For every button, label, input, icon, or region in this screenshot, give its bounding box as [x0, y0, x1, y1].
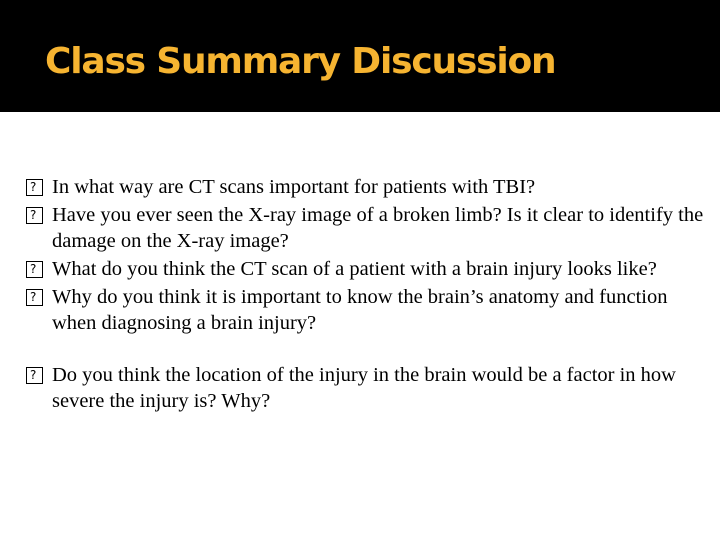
bullet-item [26, 284, 716, 336]
bullet-item [26, 362, 716, 414]
missing-glyph-box-icon [26, 289, 43, 306]
bullet-text: Have you ever seen the X-ray image of a broken limb? Is it clear to identify the damage on the X-ray image? [52, 204, 704, 252]
bullet-item [26, 202, 716, 254]
missing-glyph-box-icon [26, 261, 43, 278]
slide-title: Class Summary Discussion [45, 41, 556, 82]
bullet-text: Why do you think it is important to know the brain’s anatomy and function when diagnosing a brain injury? [52, 286, 668, 334]
missing-glyph-box-icon [26, 367, 43, 384]
bullet-item [26, 174, 716, 200]
bullet-text: In what way are CT scans important for patients with TBI? [52, 176, 536, 198]
bullet-list [26, 174, 716, 416]
title-bar [0, 0, 720, 112]
bullet-text: What do you think the CT scan of a patient with a brain injury looks like? [52, 258, 657, 280]
missing-glyph-box-icon [26, 207, 43, 224]
missing-glyph-box-icon [26, 179, 43, 196]
bullet-item [26, 256, 716, 282]
bullet-text: Do you think the location of the injury in the brain would be a factor in how severe the injury is? Why? [52, 364, 676, 412]
